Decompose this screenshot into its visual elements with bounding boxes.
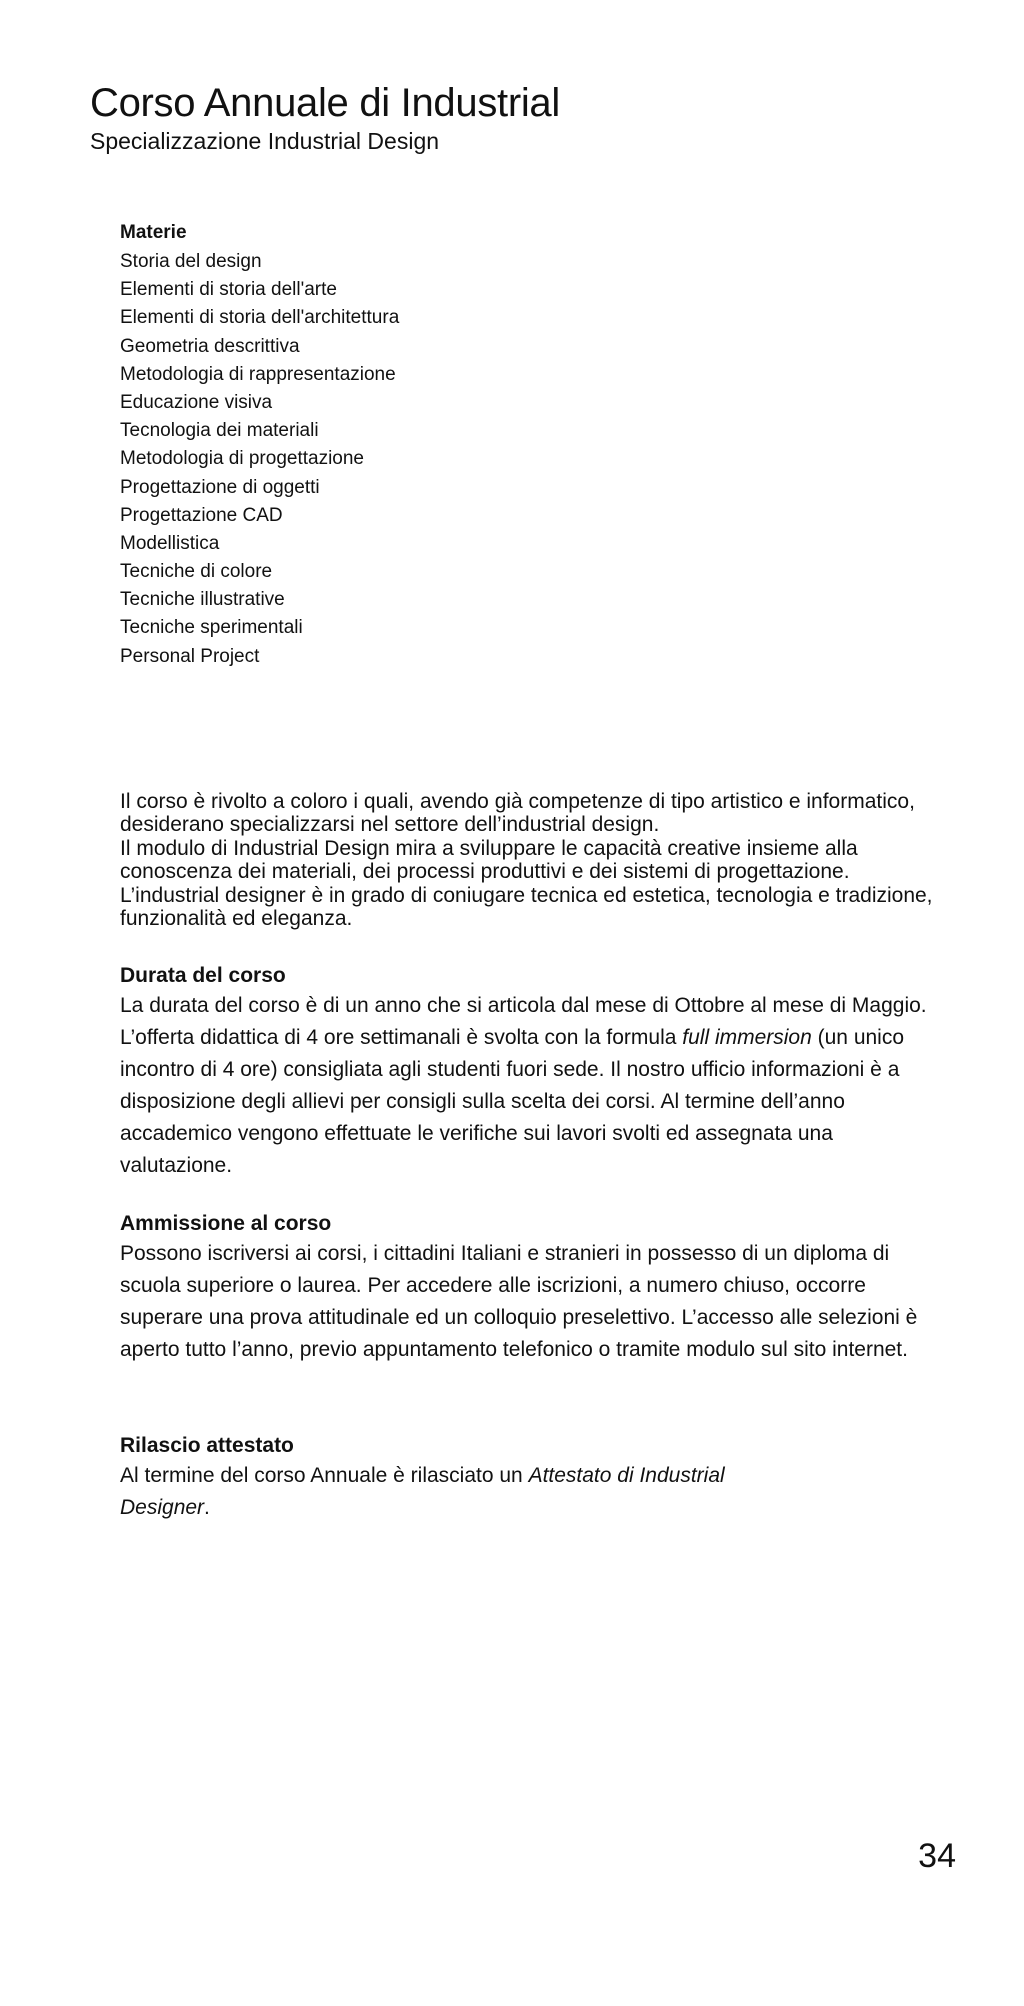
materie-heading: Materie — [120, 222, 187, 243]
list-item: Educazione visiva — [120, 391, 273, 413]
rilascio-text-end: . — [204, 1496, 210, 1519]
ammissione-text: Possono iscriversi ai corsi, i cittadini Italiani e stranieri in possesso di un diploma di scuola superiore o laurea. Per accedere alle iscrizioni, a numero chiuso, occorre superare una prova attitudinale ed un colloquio preselettivo. L’accesso alle selezioni è aperto tutto l’anno, previo appuntamento telefonico o tramite modulo sul sito internet. — [120, 1242, 918, 1361]
rilascio-text — [120, 1460, 780, 1524]
rilascio-section — [120, 1432, 950, 1524]
ammissione-heading: Ammissione al corso — [120, 1212, 332, 1235]
intro-paragraph: Il modulo di Industrial Design mira a sviluppare le capacità creative insieme alla conoscenza dei materiali, dei processi produttivi e dei sistemi di progettazione. — [120, 836, 858, 884]
list-item: Tecniche di colore — [120, 561, 273, 583]
list-item: Tecnologia dei materiali — [120, 420, 319, 442]
materie-section — [120, 220, 720, 671]
page-subtitle: Specializzazione Industrial Design — [90, 128, 440, 154]
list-item: Tecniche sperimentali — [120, 617, 303, 639]
rilascio-heading: Rilascio attestato — [120, 1434, 294, 1457]
list-item: Progettazione CAD — [120, 504, 283, 526]
durata-text — [120, 990, 950, 1182]
materie-list — [120, 248, 720, 671]
list-item: Progettazione di oggetti — [120, 476, 320, 498]
list-item: Modellistica — [120, 532, 220, 554]
durata-text-start: La durata del corso è di un anno che si articola dal mese di Ottobre al mese di Maggio. L’offerta didattica di 4 ore settimanali è svolta con la formula — [120, 994, 927, 1049]
list-item: Elementi di storia dell'arte — [120, 279, 337, 301]
intro-paragraph: Il corso è rivolto a coloro i quali, avendo già competenze di tipo artistico e informatico, desiderano specializzarsi nel settore dell’industrial design. — [120, 790, 915, 837]
rilascio-text-italic: Attestato di Industrial Designer — [120, 1464, 725, 1519]
durata-section — [120, 962, 950, 1182]
durata-heading: Durata del corso — [120, 964, 286, 987]
page-title: Corso Annuale di Industrial — [90, 81, 560, 125]
rilascio-text-start: Al termine del corso Annuale è rilasciato un — [120, 1464, 529, 1487]
durata-text-italic: full immersion — [682, 1026, 812, 1049]
list-item: Elementi di storia dell'architettura — [120, 307, 400, 329]
list-item: Geometria descrittiva — [120, 335, 300, 357]
intro-paragraph: L’industrial designer è in grado di coniugare tecnica ed estetica, tecnologia e tradizione, funzionalità ed eleganza. — [120, 883, 933, 931]
list-item: Metodologia di rappresentazione — [120, 363, 396, 385]
intro-section — [120, 790, 950, 930]
list-item: Storia del design — [120, 251, 262, 272]
ammissione-section — [120, 1210, 950, 1366]
page-number: 34 — [918, 1837, 956, 1875]
list-item: Tecniche illustrative — [120, 589, 285, 611]
durata-text-end: (un unico incontro di 4 ore) consigliata agli studenti fuori sede. Il nostro ufficio informazioni è a disposizione degli allievi per consigli sulla scelta dei corsi. Al termine dell’anno accademico vengono effettuate le verifiche sui lavori svolti ed assegnata una valutazione. — [120, 1026, 905, 1177]
list-item: Metodologia di progettazione — [120, 448, 365, 470]
list-item: Personal Project — [120, 645, 260, 667]
